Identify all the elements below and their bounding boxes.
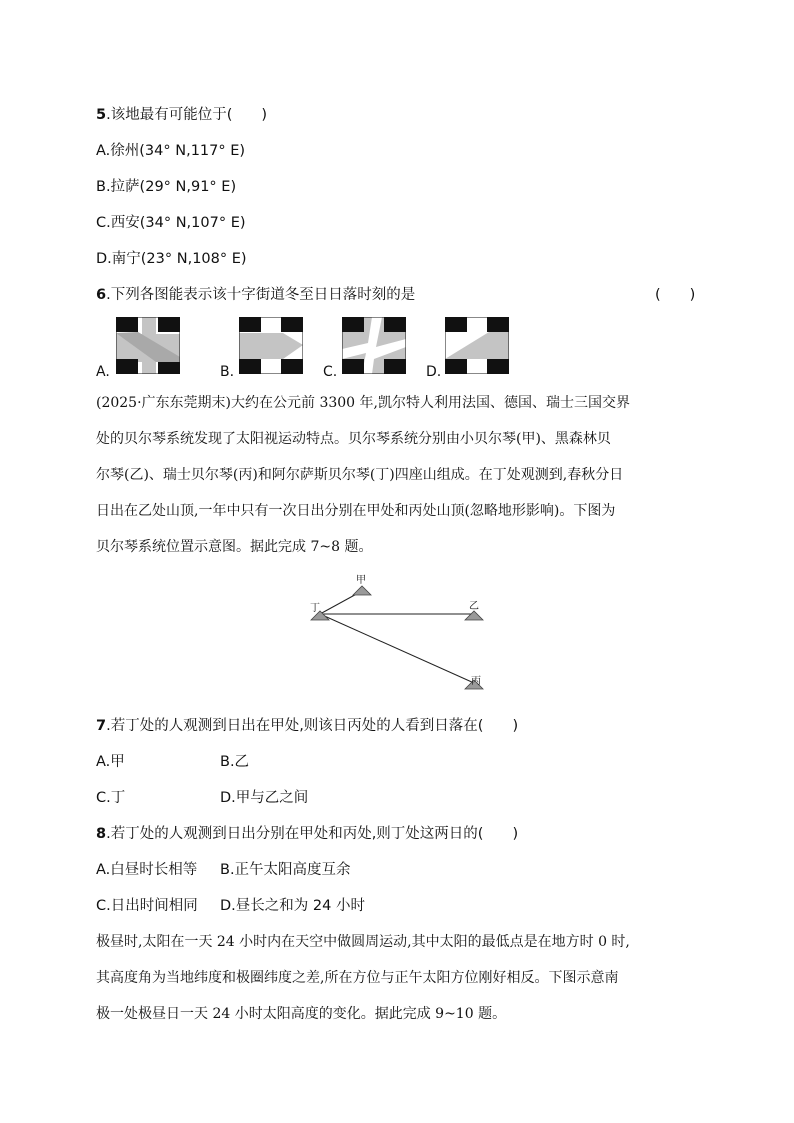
passage2-line-2: 其高度角为当地纬度和极圈纬度之差,所在方位与正午太阳方位刚好相反。下图示意南 xyxy=(96,970,619,986)
q5-stem-line xyxy=(96,105,267,125)
q8-option-c[interactable]: C.日出时间相同 xyxy=(96,898,198,914)
passage1-line-4: 日出在乙处山顶,一年中只有一次日出分别在甲处和丙处山顶(忽略地形影响)。下图为 xyxy=(96,503,616,519)
q7-option-b[interactable]: B.乙 xyxy=(220,754,250,770)
q6-figure-c[interactable] xyxy=(342,317,406,374)
q5-option-c[interactable]: C.西安(34° N,107° E) xyxy=(96,215,246,231)
line-ding-bing xyxy=(320,614,474,683)
q6-figure-d[interactable] xyxy=(445,317,509,374)
q6-stem: .下列各图能表示该十字街道冬至日日落时刻的是 xyxy=(106,287,416,303)
q6-number: 6 xyxy=(96,287,107,303)
q8-stem-line xyxy=(96,824,518,844)
passage1-line-5: 贝尔琴系统位置示意图。据此完成 7~8 题。 xyxy=(96,539,373,555)
q6-figure-b[interactable] xyxy=(239,317,303,374)
q8-option-b[interactable]: B.正午太阳高度互余 xyxy=(220,862,351,878)
q8-stem: .若丁处的人观测到日出分别在甲处和丙处,则丁处这两日的( ) xyxy=(106,826,519,842)
q7-stem-line xyxy=(96,716,518,736)
q7-number: 7 xyxy=(96,718,107,734)
q7-option-d[interactable]: D.甲与乙之间 xyxy=(220,790,309,806)
q6-label-c: C. xyxy=(323,364,338,380)
q6-figure-a[interactable] xyxy=(116,317,180,374)
q7-option-a[interactable]: A.甲 xyxy=(96,754,125,770)
q7-stem: .若丁处的人观测到日出在甲处,则该日丙处的人看到日落在( ) xyxy=(106,718,519,734)
passage1-line-1: (2025·广东东莞期末)大约在公元前 3300 年,凯尔特人利用法国、德国、瑞士三国交界 xyxy=(96,395,630,411)
q5-option-d[interactable]: D.南宁(23° N,108° E) xyxy=(96,251,247,267)
q5-stem: .该地最有可能位于( ) xyxy=(106,107,268,123)
passage2-line-3: 极一处极昼日一天 24 小时太阳高度的变化。据此完成 9~10 题。 xyxy=(96,1006,507,1022)
belchen-diagram xyxy=(300,566,500,696)
q7-option-c[interactable]: C.丁 xyxy=(96,790,126,806)
label-yi: 乙 xyxy=(469,601,479,612)
q6-label-b: B. xyxy=(220,364,235,380)
q8-option-d[interactable]: D.昼长之和为 24 小时 xyxy=(220,898,365,914)
q6-answer-bracket: ( ) xyxy=(655,287,696,303)
q6-label-a: A. xyxy=(96,364,110,380)
passage1-line-2: 处的贝尔琴系统发现了太阳视运动特点。贝尔琴系统分别由小贝尔琴(甲)、黑森林贝 xyxy=(96,431,611,447)
mountain-jia-icon xyxy=(353,586,371,595)
q6-label-d: D. xyxy=(426,364,442,380)
mountain-yi-icon xyxy=(465,611,483,620)
q8-number: 8 xyxy=(96,826,107,842)
label-bing: 丙 xyxy=(471,676,481,687)
label-jia: 甲 xyxy=(356,575,366,586)
q8-option-a[interactable]: A.白昼时长相等 xyxy=(96,862,198,878)
q5-number: 5 xyxy=(96,107,107,123)
passage1-line-3: 尔琴(乙)、瑞士贝尔琴(丙)和阿尔萨斯贝尔琴(丁)四座山组成。在丁处观测到,春秋分日 xyxy=(96,467,624,483)
passage2-line-1: 极昼时,太阳在一天 24 小时内在天空中做圆周运动,其中太阳的最低点是在地方时 0 时, xyxy=(96,934,630,950)
q5-option-b[interactable]: B.拉萨(29° N,91° E) xyxy=(96,179,237,195)
label-ding: 丁 xyxy=(310,603,320,614)
q5-option-a[interactable]: A.徐州(34° N,117° E) xyxy=(96,143,246,159)
q6-stem-line xyxy=(96,285,415,305)
